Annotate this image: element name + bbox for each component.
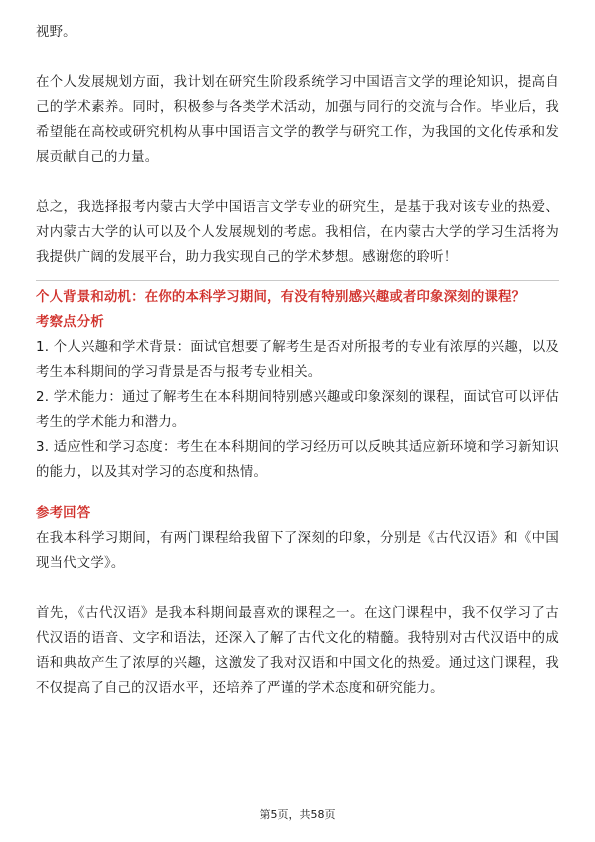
analysis-item-2: 2. 学术能力：通过了解考生在本科期间特别感兴趣或印象深刻的课程，面试官可以评估考生的学术能力和潜力。 [36, 390, 559, 430]
analysis-item-1: 1. 个人兴趣和学术背景：面试官想要了解考生是否对所报考的专业有浓厚的兴趣，以及考生本科期间的学习背景是否与报考专业相关。 [36, 340, 559, 380]
top-fragment: 视野。 [36, 25, 77, 40]
page-number: 第5页，共58页 [259, 808, 336, 821]
answer-first: 首先，《古代汉语》是我本科期间最喜欢的课程之一。在这门课程中，我不仅学习了古代汉语的语音、文字和语法，还深入了解了古代文化的精髓。我特别对古代汉语中的成语和典故产生了浓厚的兴趣，这激发了我对汉语和中国文化的热爱。通过这门课程，我不仅提高了自己的汉语水平，还培养了严谨的学术态度和研究能力。 [36, 606, 559, 696]
analysis-item-3: 3. 适应性和学习态度：考生在本科期间的学习经历可以反映其适应新环境和学习新知识的能力，以及其对学习的态度和热情。 [36, 440, 559, 480]
analysis-heading: 考察点分析 [36, 315, 104, 330]
answer-intro: 在我本科学习期间，有两门课程给我留下了深刻的印象，分别是《古代汉语》和《中国现当代文学》。 [36, 531, 559, 571]
section-divider [36, 280, 559, 281]
question-heading: 个人背景和动机：在你的本科学习期间，有没有特别感兴趣或者印象深刻的课程？ [36, 290, 526, 305]
document-body [36, 20, 559, 701]
answer-heading: 参考回答 [36, 506, 91, 521]
paragraph-plan: 在个人发展规划方面，我计划在研究生阶段系统学习中国语言文学的理论知识，提高自己的学术素养。同时，积极参与各类学术活动，加强与同行的交流与合作。毕业后，我希望能在高校或研究机构从事中国语言文学的教学与研究工作，为我国的文化传承和发展贡献自己的力量。 [36, 75, 559, 165]
paragraph-summary: 总之，我选择报考内蒙古大学中国语言文学专业的研究生，是基于我对该专业的热爱、对内蒙古大学的认可以及个人发展规划的考虑。我相信，在内蒙古大学的学习生活将为我提供广阔的发展平台，助力我实现自己的学术梦想。感谢您的聆听！ [36, 200, 559, 265]
